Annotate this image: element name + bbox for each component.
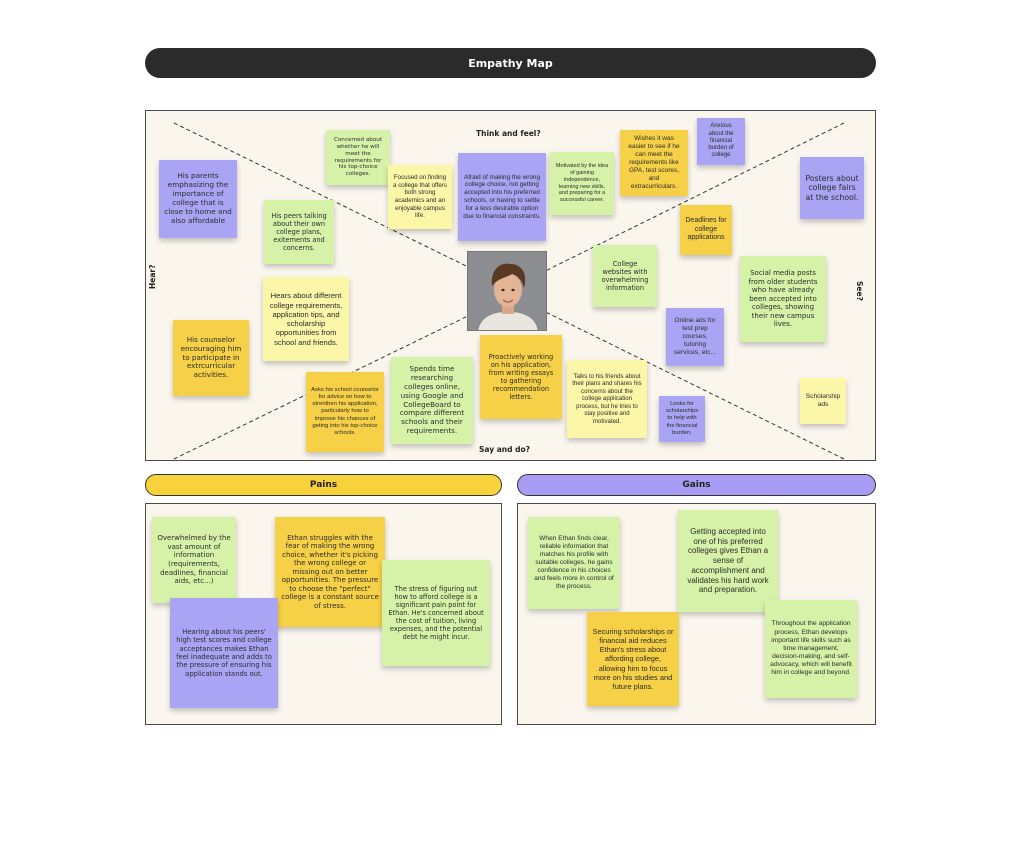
note-proactively-working: Proactively working on his application, from writing essays to gathering recommendation letters. [480, 335, 562, 419]
note-deadlines: Deadlines for college applications [680, 205, 732, 255]
note-anxious-financial: Anxious about the financial burden of college [697, 118, 745, 165]
note-online-ads: Online ads for test prep courses, tutoring services, etc... [666, 308, 724, 366]
gains-header: Gains [517, 474, 876, 496]
pains-note-peer-pressure: Hearing about his peers' high test scores and college acceptances makes Ethan feel inadequate and adds to the pressure of ensuring his application stands out. [170, 598, 278, 708]
page-title: Empathy Map [145, 48, 876, 78]
persona-avatar [467, 251, 547, 331]
pains-note-afford-college: The stress of figuring out how to afford college is a significant pain point for Ethan. He's concerned about the cost of tuition, living expenses, and the potential debt he might incur. [382, 560, 490, 666]
axis-label-say-do: Say and do? [479, 445, 530, 454]
gains-note-clear-information: When Ethan finds clear, reliable information that matches his profile with suitable colleges, he gains confidence in his choices and feels more in control of the process. [528, 517, 620, 609]
note-peers-talking: His peers talking about their own college plans, exitements and concerns. [264, 200, 334, 264]
pains-note-fear-wrong-choice: Ethan struggles with the fear of making the wrong choice, whether it's picking the wrong college or missing out on better opportunities. The pressure to choose the "perfect" college is a constant source of stress. [275, 517, 385, 627]
note-parents-emphasizing: His parents emphasizing the importance of college that is close to home and also affordable [159, 160, 237, 238]
pains-note-overwhelmed: Overwhelmed by the vast amount of information (requirements, deadlines, financial aids, etc...) [152, 517, 236, 603]
gains-note-scholarships: Securing scholarships or financial aid reduces Ethan's stress about affording college, allowing him to focus more on his studies and future plans. [587, 612, 679, 706]
note-spends-time-researching: Spends time researching colleges online, using Google and CollegeBoard to compare different schools and their requirements. [391, 357, 473, 444]
note-counselor-encouraging: His counselor encouraging him to participate in extrcurricular activities. [173, 320, 249, 396]
note-focused-academics: Focused on finding a college that offers both strong academics and an enjoyable campus life. [388, 165, 452, 229]
gains-note-accepted: Getting accepted into one of his preferred colleges gives Ethan a sense of accomplishment and validates his hard work and preparation. [678, 510, 778, 612]
note-talks-to-friends: Talks to his friends about their plans and shares his concerns about the college application process, but he tries to stay positive and motivated. [567, 360, 647, 438]
note-afraid-wrong-choice: Afraid of making the wrong college choice, not getting accepted into his preferred schools, or having to settle for a less desirable option due to financial constraints. [458, 153, 546, 241]
note-college-websites: College websites with overwhelming information [593, 245, 657, 307]
note-asks-counselor: Asks his school counselor for advice on how to strenthen his application, particularly how to improve his chances of geting into his top-choice schools. [306, 372, 384, 452]
note-social-media-posts: Social media posts from older students who have already been accepted into colleges, showing their new campus lives. [740, 256, 826, 342]
axis-label-think-feel: Think and feel? [476, 129, 541, 138]
note-posters-college-fairs: Posters about college fairs at the school. [800, 157, 864, 219]
persona-portrait-icon [468, 252, 547, 331]
gains-note-life-skills: Throughout the application process, Ethan develops important life skills such as time management, decision-making, and self-advocacy, which will benefit him in college and beyond. [765, 600, 857, 698]
note-scholarship-ads: Scholarship ads [800, 378, 846, 424]
note-looks-for-scholarships: Looks for scholarships to help with the financial burden. [659, 396, 705, 442]
pains-header: Pains [145, 474, 502, 496]
note-motivated-independence: Motivated by the idea of gaining independence, learning new skills, and preparing for a successful career. [550, 152, 614, 215]
axis-label-hear: Hear? [148, 264, 157, 289]
note-wishes-easier: Wishes it was easier to see if he can meet the requirements like GPA, test scores, and extracurriculars. [620, 130, 688, 196]
note-concerned-requirements: Concerned about whether he will meet the requirements for his top-choice colleges. [326, 130, 390, 185]
note-hears-requirements: Hears about different college requirements, application tips, and scholarship opportunities from school and friends. [263, 277, 349, 361]
axis-label-see: See? [855, 281, 864, 301]
